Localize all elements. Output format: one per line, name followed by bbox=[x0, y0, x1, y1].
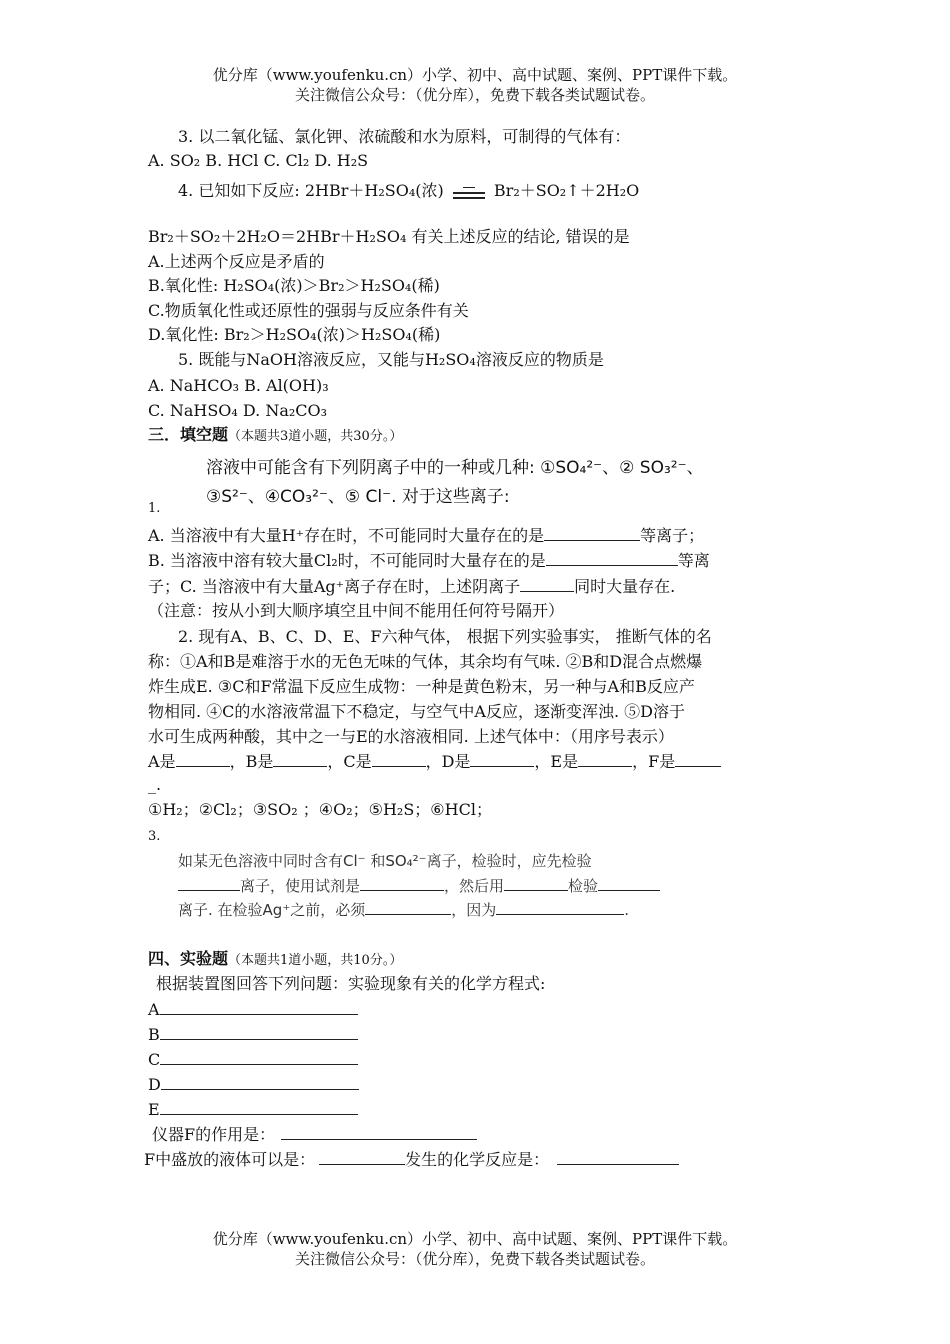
question-5-options-row2: C. NaHSO₄ D. Na₂CO₃ bbox=[148, 401, 328, 420]
page-header-line1: 优分库（www.youfenku.cn）小学、初中、高中试题、案例、PPT课件下载。 bbox=[212, 66, 738, 84]
fill-q3-reagent2-blank[interactable] bbox=[504, 874, 568, 891]
fill-q2-line5: 水可生成两种酸，其中之一与E的水溶液相同. 上述气体中：（用序号表示） bbox=[148, 727, 674, 746]
answer-label-f: ，F是 bbox=[632, 752, 676, 771]
page-footer-line2: 关注微信公众号：（优分库），免费下载各类试题试卷。 bbox=[294, 1250, 655, 1268]
answer-label-b: ，B是 bbox=[229, 752, 274, 771]
experiment-line-c bbox=[148, 1048, 358, 1071]
section-4-heading bbox=[148, 948, 402, 972]
answer-d-blank[interactable] bbox=[470, 750, 534, 767]
experiment-line-d bbox=[148, 1073, 359, 1096]
fill-q2-line1: 2. 现有A、B、C、D、E、F六种气体， 根据下列实验事实， 推断气体的名 bbox=[178, 627, 712, 646]
fill-q1-part-a-end: 等离子； bbox=[640, 526, 705, 545]
fill-q2-choices: ①H₂；②Cl₂；③SO₂ ；④O₂；⑤H₂S；⑥HCl； bbox=[148, 800, 492, 819]
section-3-heading bbox=[148, 424, 402, 448]
fill-q3-image-line3 bbox=[178, 898, 629, 920]
question-5-options-row1: A. NaHCO₃ B. Al(OH)₃ bbox=[148, 376, 329, 395]
fill-q1-part-b-text: B. 当溶液中溶有较大量Cl₂时，不可能同时大量存在的是 bbox=[148, 551, 546, 570]
fill-q1-image-line1: 溶液中可能含有下列阴离子中的一种或几种: ①SO₄²⁻、② SO₃²⁻、 bbox=[206, 458, 704, 478]
experiment-e-blank[interactable] bbox=[160, 1098, 358, 1115]
fill-q3-ion-blank[interactable] bbox=[178, 874, 240, 891]
experiment-label-d: D bbox=[148, 1075, 161, 1094]
answer-b-blank[interactable] bbox=[273, 750, 327, 767]
question-4-option-c: C.物质氧化性或还原性的强弱与反应条件有关 bbox=[148, 301, 469, 320]
section-4-note: （本题共1道小题，共10分。） bbox=[228, 953, 403, 968]
fill-q1-number: 1. bbox=[148, 501, 161, 516]
fill-q3-ion2-blank[interactable] bbox=[598, 874, 660, 891]
question-4-option-b: B.氧化性: H₂SO₄(浓)＞Br₂＞H₂SO₄(稀) bbox=[148, 276, 440, 295]
section-4-title: 四、实验题 bbox=[148, 949, 229, 968]
section-4-intro: 根据装置图回答下列问题：实验现象有关的化学方程式: bbox=[156, 974, 546, 993]
fill-q1-part-c-text: 子；C. 当溶液中有大量Ag⁺离子存在时，上述阴离子 bbox=[148, 577, 521, 596]
fill-q1-part-a-text: A. 当溶液中有大量H⁺存在时，不可能同时大量存在的是 bbox=[148, 526, 545, 545]
question-5-stem: 5. 既能与NaOH溶液反应，又能与H₂SO₄溶液反应的物质是 bbox=[178, 350, 604, 369]
experiment-line-b bbox=[148, 1023, 358, 1046]
experiment-line-a bbox=[148, 998, 358, 1021]
fill-q2-line4: 物相同. ④C的水溶液常温下不稳定，与空气中A反应，逐渐变浑浊. ⑤D溶于 bbox=[148, 702, 685, 721]
instrument-f-role-label: 仪器F的作用是： bbox=[152, 1125, 276, 1144]
fill-q1-part-b-end: 等离 bbox=[677, 551, 710, 570]
instrument-f-reaction-label: 发生的化学反应是： bbox=[405, 1150, 550, 1169]
fill-q3-image-line2 bbox=[178, 874, 660, 896]
experiment-label-b: B bbox=[148, 1025, 160, 1044]
question-3-options: A. SO₂ B. HCl C. Cl₂ D. H₂S bbox=[148, 151, 369, 170]
fill-q1-part-a bbox=[148, 524, 704, 547]
question-4-second-reaction: Br₂＋SO₂＋2H₂O＝2HBr＋H₂SO₄ 有关上述反应的结论, 错误的是 bbox=[148, 227, 630, 246]
fill-q2-answers bbox=[148, 750, 721, 773]
instrument-f-liquid-blank[interactable] bbox=[319, 1148, 405, 1165]
experiment-label-a: A bbox=[148, 1000, 160, 1019]
fill-q3-image-line1: 如某无色溶液中同时含有Cl⁻ 和SO₄²⁻离子，检验时，应先检验 bbox=[178, 852, 592, 870]
fill-q2-tail: _. bbox=[148, 775, 162, 794]
fill-q1-part-c bbox=[148, 575, 675, 598]
fill-q3-line2-c: 检验 bbox=[568, 877, 599, 895]
fill-q3-line3-b: ，因为 bbox=[451, 901, 497, 919]
fill-q1-part-b bbox=[148, 549, 710, 572]
fill-q3-line3-c: . bbox=[624, 901, 630, 919]
experiment-d-blank[interactable] bbox=[161, 1073, 359, 1090]
answer-label-c: ，C是 bbox=[327, 752, 372, 771]
fill-q2-line2: 称：①A和B是难溶于水的无色无味的气体，其余均有气味. ②B和D混合点燃爆 bbox=[148, 652, 703, 671]
fill-q3-must-blank[interactable] bbox=[365, 898, 451, 915]
fill-q1-a-blank[interactable] bbox=[544, 524, 640, 541]
answer-f-blank[interactable] bbox=[675, 750, 721, 767]
question-4-option-a: A.上述两个反应是矛盾的 bbox=[148, 252, 325, 271]
answer-a-blank[interactable] bbox=[176, 750, 230, 767]
question-4-products: Br₂＋SO₂↑＋2H₂O bbox=[493, 181, 640, 200]
answer-label-d: ，D是 bbox=[425, 752, 471, 771]
instrument-f-reaction-blank[interactable] bbox=[557, 1148, 679, 1165]
question-3-stem: 3. 以二氧化锰、氯化钾、浓硫酸和水为原料，可制得的气体有： bbox=[178, 127, 631, 146]
fill-q3-line3-a: 离子. 在检验Ag⁺之前，必须 bbox=[178, 901, 366, 919]
instrument-f-liquid-label: F中盛放的液体可以是： bbox=[144, 1150, 316, 1169]
fill-q3-line2-a: 离子，使用试剂是 bbox=[240, 877, 361, 895]
experiment-b-blank[interactable] bbox=[160, 1023, 358, 1040]
answer-label-a: A是 bbox=[148, 752, 176, 771]
fill-q1-b-blank[interactable] bbox=[546, 549, 678, 566]
question-4-stem bbox=[178, 180, 639, 202]
fill-q1-c-blank[interactable] bbox=[520, 575, 574, 592]
fill-q3-reagent-blank[interactable] bbox=[360, 874, 444, 891]
fill-q3-number: 3. bbox=[148, 829, 161, 844]
experiment-c-blank[interactable] bbox=[160, 1048, 358, 1065]
experiment-label-e: E bbox=[148, 1100, 160, 1119]
experiment-a-blank[interactable] bbox=[160, 998, 358, 1015]
fill-q3-line2-b: ，然后用 bbox=[444, 877, 505, 895]
answer-c-blank[interactable] bbox=[372, 750, 426, 767]
instrument-f-liquid bbox=[144, 1148, 679, 1171]
fill-q3-because-blank[interactable] bbox=[496, 898, 624, 915]
fill-q2-line3: 炸生成E. ③C和F常温下反应生成物：一种是黄色粉末，另一种与A和B反应产 bbox=[148, 677, 695, 696]
answer-label-e: ，E是 bbox=[534, 752, 579, 771]
experiment-line-e bbox=[148, 1098, 358, 1121]
experiment-label-c: C bbox=[148, 1050, 161, 1069]
section-3-note: （本题共3道小题，共30分。） bbox=[228, 429, 403, 444]
fill-q1-image-line2: ③S²⁻、④CO₃²⁻、⑤ Cl⁻. 对于这些离子: bbox=[206, 487, 510, 507]
question-4-reactants: 4. 已知如下反应: 2HBr＋H₂SO₄(浓) bbox=[178, 181, 444, 200]
question-4-option-d: D.氧化性: Br₂＞H₂SO₄(浓)＞H₂SO₄(稀) bbox=[148, 325, 441, 344]
fill-q1-note: （注意：按从小到大顺序填空且中间不能用任何符号隔开） bbox=[148, 601, 565, 620]
page-footer-line1: 优分库（www.youfenku.cn）小学、初中、高中试题、案例、PPT课件下载。 bbox=[212, 1230, 738, 1248]
answer-e-blank[interactable] bbox=[578, 750, 632, 767]
instrument-f-role bbox=[152, 1123, 477, 1146]
heat-equals-icon bbox=[449, 183, 489, 201]
fill-q1-part-c-end: 同时大量存在. bbox=[574, 577, 676, 596]
section-3-title: 三．填空题 bbox=[148, 425, 229, 444]
page-header-line2: 关注微信公众号：（优分库），免费下载各类试题试卷。 bbox=[294, 86, 655, 104]
instrument-f-role-blank[interactable] bbox=[281, 1123, 477, 1140]
